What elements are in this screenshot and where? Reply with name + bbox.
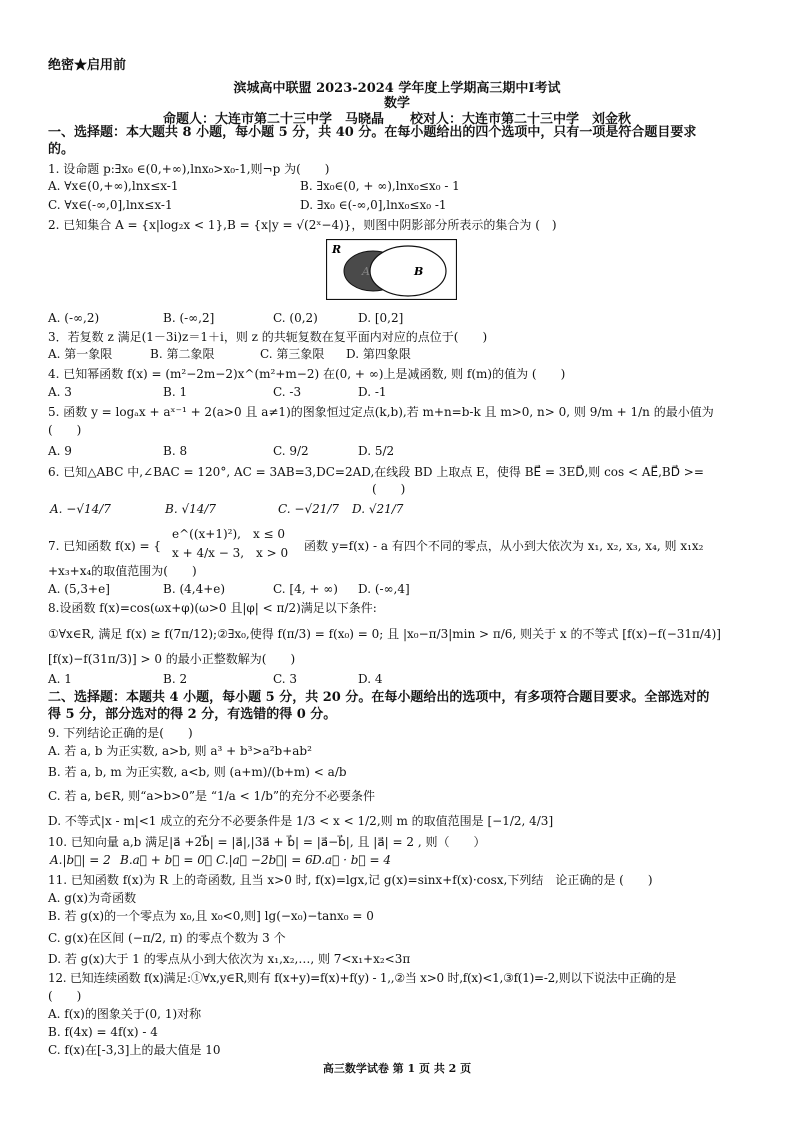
q4-option-c: C. -3 xyxy=(273,385,302,399)
q1-stem: 1. 设命题 p:∃x₀ ∈(0,+∞),lnx₀>x₀-1,则¬p 为( ) xyxy=(48,162,330,176)
venn-label-a: A xyxy=(362,265,370,278)
authors-line: 命题人：大连市第二十三中学 马晓晶 校对人：大连市第二十三中学 刘金秋 xyxy=(162,112,631,127)
q5-option-d: D. 5/2 xyxy=(358,444,395,458)
venn-diagram xyxy=(326,239,457,300)
q6-stem-cont: ( ) xyxy=(372,482,406,496)
q8-option-d: D. 4 xyxy=(358,672,383,686)
q4-stem: 4. 已知幂函数 f(x) = (m²−2m−2)x^(m²+m−2) 在(0, + ∞)上是减函数, 则 f(m)的值为 ( ) xyxy=(48,367,566,381)
q11-option-c: C. g(x)在区间 (−π/2, π) 的零点个数为 3 个 xyxy=(48,931,286,945)
q10-option-c: C.|a⃗ −2b⃗| = 6 xyxy=(216,853,313,867)
q7-option-d: D. (-∞,4] xyxy=(358,582,410,596)
q7-stem-cont: +x₃+x₄的取值范围为( ) xyxy=(48,564,197,578)
q3-option-a: A. 第一象限 xyxy=(48,347,113,361)
q1-option-a: A. ∀x∈(0,+∞),lnx≤x-1 xyxy=(48,179,179,193)
q10-option-a: A.|b⃗| = 2 xyxy=(50,853,111,867)
q5-stem-cont: ( ) xyxy=(48,423,82,437)
section1-heading-cont: 的。 xyxy=(48,142,75,157)
q5-option-a: A. 9 xyxy=(48,444,72,458)
q2-option-b: B. (-∞,2] xyxy=(163,311,215,325)
q7-stem-end: 函数 y=f(x) - a 有四个不同的零点，从小到大依次为 x₁, x₂, x₃, x₄, 则 x₁x₂ xyxy=(304,539,704,553)
q8-option-a: A. 1 xyxy=(48,672,72,686)
q12-option-c: C. f(x)在[-3,3]上的最大值是 10 xyxy=(48,1043,221,1057)
q12-option-b: B. f(4x) = 4f(x) - 4 xyxy=(48,1025,158,1039)
q5-option-b: B. 8 xyxy=(163,444,188,458)
q6-option-a: A. −√14/7 xyxy=(50,502,111,516)
q11-option-b: B. 若 g(x)的一个零点为 x₀,且 x₀<0,则] lg(−x₀)−tanx₀ = 0 xyxy=(48,909,374,923)
q4-option-d: D. -1 xyxy=(358,385,387,399)
q6-option-b: B. √14/7 xyxy=(165,502,217,516)
q9-option-a: A. 若 a, b 为正实数, a>b, 则 a³ + b³>a²b+ab² xyxy=(48,744,312,758)
q7-case-2: x + 4/x − 3, x > 0 xyxy=(172,546,289,560)
q2-option-c: C. (0,2) xyxy=(273,311,318,325)
q7-option-b: B. (4,4+e) xyxy=(163,582,226,596)
q9-option-c: C. 若 a, b∈R, 则“a>b>0”是 “1/a < 1/b”的充分不必要条件 xyxy=(48,789,376,803)
q5-stem: 5. 函数 y = logₐx + aˣ⁻¹ + 2(a>0 且 a≠1)的图象恒过定点(k,b),若 m+n=b-k 且 m>0, n> 0, 则 9/m + 1/n 的最小值为 xyxy=(48,405,714,419)
q7-stem-start: 7. 已知函数 f(x) = { xyxy=(48,539,161,553)
q3-option-c: C. 第三象限 xyxy=(260,347,325,361)
q7-option-a: A. (5,3+e] xyxy=(48,582,110,596)
q6-option-c: C. −√21/7 xyxy=(278,502,340,516)
subject-title: 数学 xyxy=(383,96,410,111)
q9-stem: 9. 下列结论正确的是( ) xyxy=(48,726,193,740)
q6-stem: 6. 已知△ABC 中,∠BAC = 120°, AC = 3AB=3,DC=2AD,在线段 BD 上取点 E，使得 BE⃗ = 3ED⃗,则 cos < AE⃗,BD⃗ >= xyxy=(48,465,704,479)
q12-stem-cont: ( ) xyxy=(48,989,82,1003)
q7-option-c: C. [4, + ∞) xyxy=(273,582,338,596)
q9-option-b: B. 若 a, b, m 为正实数, a<b, 则 (a+m)/(b+m) < a/b xyxy=(48,765,347,779)
q12-option-a: A. f(x)的图象关于(0, 1)对称 xyxy=(48,1007,202,1021)
section1-heading: 一、选择题：本大题共 8 小题，每小题 5 分，共 40 分。在每小题给出的四个选项中，只有一项是符合题目要求 xyxy=(48,125,697,140)
q8-stem-cont: ①∀x∈R, 满足 f(x) ≥ f(7π/12);②∃x₀,使得 f(π/3) = f(x₀) = 0; 且 |x₀−π/3|min > π/6, 则关于 x 的不等式 [f(x)−f(−31π/4)] xyxy=(48,627,721,641)
q4-option-b: B. 1 xyxy=(163,385,188,399)
q8-stem: 8.设函数 f(x)=cos(ωx+φ)(ω>0 且|φ| < π/2)满足以下条件: xyxy=(48,601,377,615)
q11-option-a: A. g(x)为奇函数 xyxy=(48,891,137,905)
q12-stem: 12. 已知连续函数 f(x)满足:①∀x,y∈R,则有 f(x+y)=f(x)+f(y) - 1,,②当 x>0 时,f(x)<1,③f(1)=-2,则以下说法中正确的是 xyxy=(48,971,677,985)
q6-option-d: D. √21/7 xyxy=(352,502,404,516)
page-footer: 高三数学试卷 第 1 页 共 2 页 xyxy=(322,1062,472,1075)
q2-stem: 2. 已知集合 A = {x|log₂x < 1},B = {x|y = √(2ˣ−4)}，则图中阴影部分所表示的集合为 ( ) xyxy=(48,218,557,232)
q7-case-1: e^((x+1)²), x ≤ 0 xyxy=(172,527,286,541)
q4-option-a: A. 3 xyxy=(48,385,72,399)
q3-option-b: B. 第二象限 xyxy=(150,347,215,361)
q2-option-a: A. (-∞,2) xyxy=(48,311,100,325)
q8-stem-cont2: [f(x)−f(31π/3)] > 0 的最小正整数解为( ) xyxy=(48,652,296,666)
q8-option-b: B. 2 xyxy=(163,672,188,686)
q3-stem: 3．若复数 z 满足(1－3i)z＝1＋i，则 z 的共轭复数在复平面内对应的点位于( ) xyxy=(48,330,488,344)
venn-label-b: B xyxy=(414,265,424,278)
q10-option-d: D.a⃗ · b⃗ = 4 xyxy=(312,853,392,867)
q3-option-d: D. 第四象限 xyxy=(346,347,411,361)
q5-option-c: C. 9/2 xyxy=(273,444,309,458)
q8-option-c: C. 3 xyxy=(273,672,298,686)
q1-option-b: B. ∃x₀∈(0, + ∞),lnx₀≤x₀ - 1 xyxy=(300,179,460,193)
q1-option-c: C. ∀x∈(-∞,0],lnx≤x-1 xyxy=(48,198,173,212)
q9-option-d: D. 不等式|x - m|<1 成立的充分不必要条件是 1/3 < x < 1/2,则 m 的取值范围是 [−1/2, 4/3] xyxy=(48,814,554,828)
exam-title: 滨城高中联盟 2023-2024 学年度上学期高三期中I考试 xyxy=(233,81,561,96)
q11-option-d: D. 若 g(x)大于 1 的零点从小到大依次为 x₁,x₂,…, 则 7<x₁+x₂<3π xyxy=(48,952,411,966)
q1-option-d: D. ∃x₀ ∈(-∞,0],lnx₀≤x₀ -1 xyxy=(300,198,447,212)
secret-label: 绝密★启用前 xyxy=(48,58,127,73)
q11-stem: 11. 已知函数 f(x)为 R 上的奇函数, 且当 x>0 时, f(x)=lgx,记 g(x)=sinx+f(x)·cosx,下列结 论正确的是 ( ) xyxy=(48,873,653,887)
section2-heading-cont: 得 5 分，部分选对的得 2 分，有选错的得 0 分。 xyxy=(48,707,337,722)
q10-stem: 10. 已知向量 a,b 满足|a⃗ +2b⃗| = |a⃗|,|3a⃗ + b⃗| = |a⃗−b⃗|, 且 |a⃗| = 2 , 则（ ） xyxy=(48,835,486,849)
q2-option-d: D. [0,2] xyxy=(358,311,404,325)
venn-label-r: R xyxy=(332,243,342,256)
q10-option-b: B.a⃗ + b⃗ = 0⃗ xyxy=(120,853,213,867)
section2-heading: 二、选择题：本题共 4 小题，每小题 5 分，共 20 分。在每小题给出的选项中，有多项符合题目要求。全部选对的 xyxy=(48,690,710,705)
